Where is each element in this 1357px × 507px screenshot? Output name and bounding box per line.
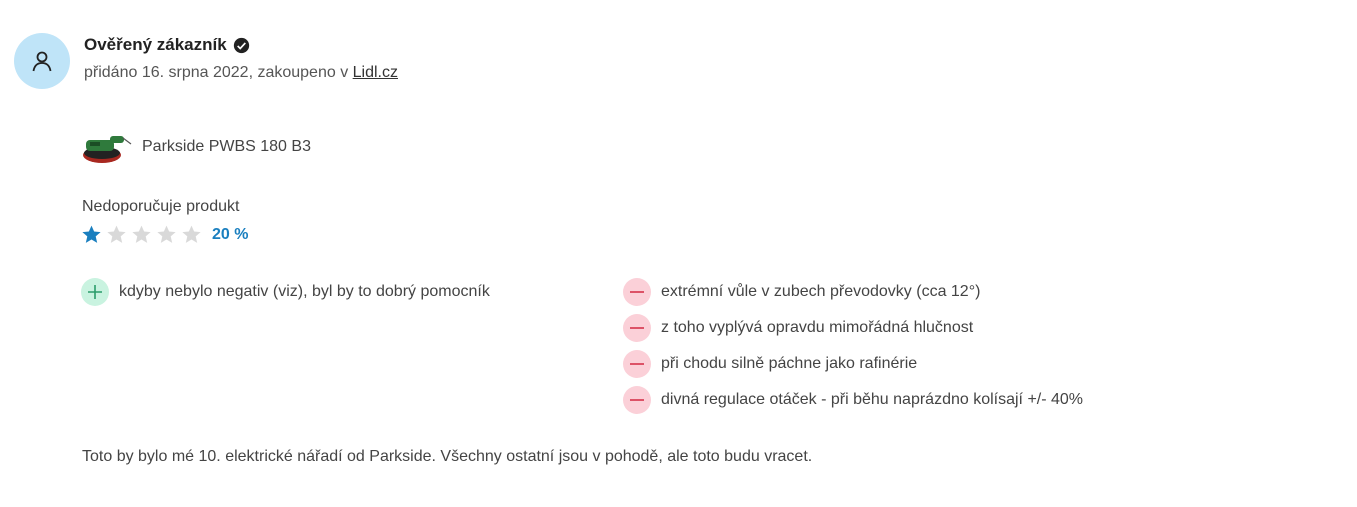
product-thumbnail[interactable] [80,128,132,166]
pro-item [81,278,490,306]
pro-text: kdyby nebylo negativ (viz), byl by to dobrý pomocník [119,283,490,300]
verified-badge-icon [233,37,250,54]
product-name[interactable]: Parkside PWBS 180 B3 [142,138,311,155]
stars [81,224,202,245]
star-empty-icon [156,224,177,245]
minus-icon [623,278,651,306]
product-row[interactable] [80,128,311,166]
con-item [623,386,1083,414]
avatar [14,33,70,89]
review-date-text: přidáno 16. srpna 2022, zakoupeno v [84,64,353,81]
con-item [623,350,1083,378]
recommendation-label: Nedoporučuje produkt [82,198,240,215]
con-text: z toho vyplývá opravdu mimořádná hlučnost [661,319,974,336]
minus-icon [623,386,651,414]
star-empty-icon [106,224,127,245]
minus-icon [623,314,651,342]
review-author [84,35,250,55]
cons-list [623,278,1083,422]
star-rating [81,224,248,245]
star-empty-icon [181,224,202,245]
con-text: při chodu silně páchne jako rafinérie [661,355,918,372]
review-comment: Toto by bylo mé 10. elektrické nářadí od Parkside. Všechny ostatní jsou v pohodě, ale toto budu vracet. [82,448,813,465]
review-meta [84,64,398,82]
star-empty-icon [131,224,152,245]
shop-link[interactable]: Lidl.cz [352,64,398,81]
rating-percent: 20 % [212,225,249,243]
con-item [623,314,1083,342]
plus-icon [81,278,109,306]
con-text: extrémní vůle v zubech převodovky (cca 12°) [661,283,981,300]
con-text: divná regulace otáček - při běhu naprázdno kolísají +/- 40% [661,391,1084,408]
minus-icon [623,350,651,378]
con-item [623,278,1083,306]
star-filled-icon [81,224,102,245]
pros-list [81,278,490,314]
user-icon [30,49,54,73]
author-name: Ověřený zákazník [84,35,227,54]
